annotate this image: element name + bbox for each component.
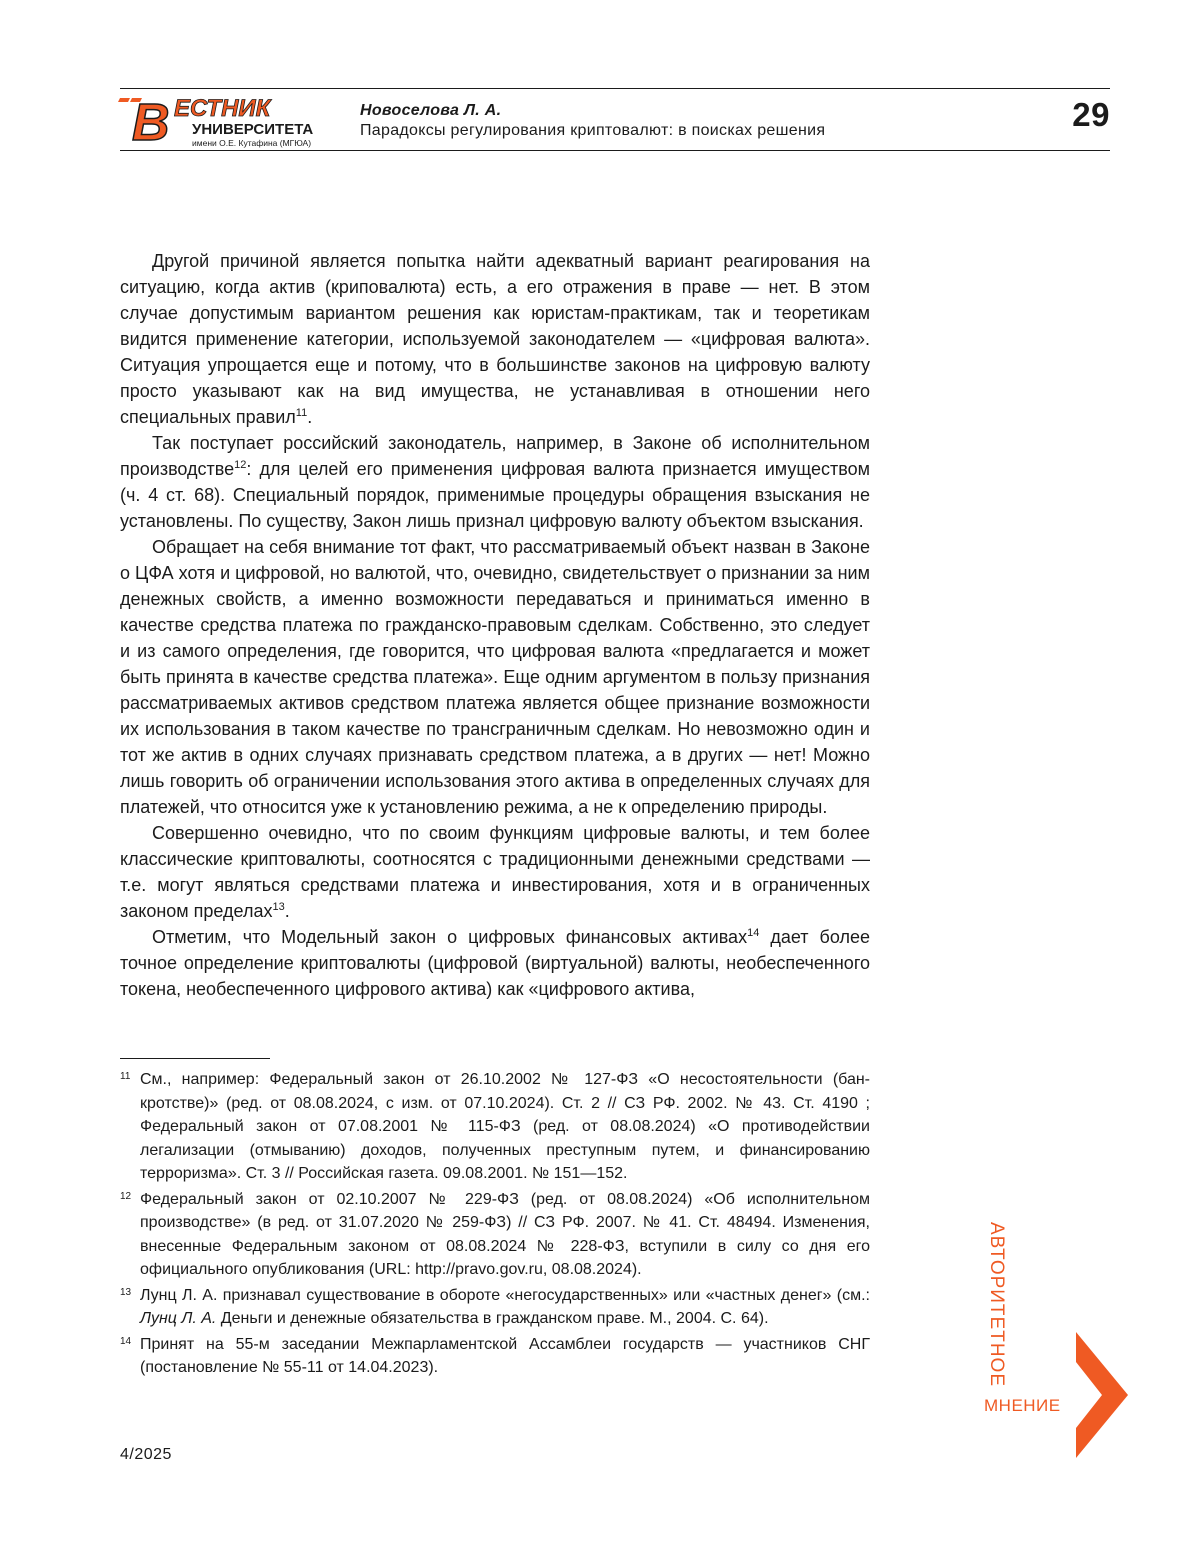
logo-letter: В (132, 94, 170, 150)
footnote-ref: 11 (295, 407, 308, 419)
issue-number: 4/2025 (120, 1446, 172, 1463)
rubric-word-2: МНЕНИЕ (984, 1396, 1061, 1415)
paragraph-text: дает более точное определение криптовалюты (цифровой (виртуальной) валюты, необеспеченного токена, необеспеченного цифрового актива) как «цифрового актива, (120, 927, 870, 999)
journal-logo (118, 92, 323, 150)
header-top-rule (120, 88, 1110, 89)
footnote-13 (120, 1284, 870, 1331)
footnotes (120, 1068, 870, 1382)
page-number: 29 (1072, 96, 1110, 133)
paragraph (120, 248, 870, 430)
footnote-author-italic: Лунц Л. А. (140, 1310, 217, 1327)
footnote-12 (120, 1188, 870, 1282)
logo-line-2: УНИВЕРСИТЕТА (192, 121, 314, 138)
paragraph (120, 430, 870, 534)
footnote-text: Лунц Л. А. признавал существование в обороте «негосударственных» или «частных денег» (см.: (140, 1286, 870, 1304)
footnote-number: 14 (120, 1335, 132, 1347)
footnote-text: Деньги и денежные обязательства в гражданском праве. М., 2004. С. 64). (216, 1310, 769, 1327)
footnote-text: Федеральный закон от 02.10.2007 № 229-ФЗ (ред. от 08.08.2024) «Об исполнительном производстве» (в ред. от 31.07.2020 № 259-ФЗ) // СЗ РФ. 2007. № 41. Ст. 48494. Изменения, внесенные Федеральным законом от 08.08.2024 № 228-ФЗ, вступили в силу со дня его официального опубликования (URL: http://pravo.gov.ru, 08.08.2024). (140, 1190, 870, 1278)
paragraph (120, 534, 870, 820)
paragraph-text: Другой причиной является попытка найти адекватный вариант реагирования на ситуацию, когда актив (криповалюта) есть, а его отражения в праве — нет. В этом случае допустимым вариантом решения как юристам-практикам, так и теоретикам видится применение категории, используемой законодателем — «цифровая валюта». Ситуация упрощается еще и потому, что в большинстве законов на цифровую валюту просто указывают как на вид имущества, не устанавливая в отношении него специальных правил (120, 251, 870, 427)
footnote-ref: 13 (272, 901, 285, 913)
article-title: Парадоксы регулирования криптовалют: в поисках решения (360, 122, 826, 139)
rubric-word-1: АВТОРИТЕТНОЕ (986, 1222, 1007, 1387)
paragraph-text: Отметим, что Модельный закон о цифровых финансовых активах (152, 927, 748, 947)
paragraph (120, 924, 870, 1002)
paragraph-text: Обращает на себя внимание тот факт, что рассматриваемый объект назван в Законе о ЦФА хотя и цифровой, но валютой, что, очевидно, свидетельствует о признании за ним денежных свойств, а именно возможности передаваться и приниматься именно в качестве средства платежа по гражданско-правовым сделкам. Собственно, это следует и из самого определения, где говорится, что цифровая валюта «предлагается и может быть принята в качестве средства платежа». Еще одним аргументом в пользу признания рассматриваемых активов средством платежа является общее признание возможности их использования в таком качестве по трансграничным сделкам. Но невозможно один и тот же актив в одних случаях признавать средством платежа, а в других — нет! Можно лишь говорить об ограничении использования этого актива в определенных случаях для платежей, что относится уже к установлению режима, а не к определению природы. (120, 537, 870, 817)
paragraph-text: : для целей его применения цифровая валюта признается имуществом (ч. 4 ст. 68). Специальный порядок, применимые процедуры обращения взыскания не установлены. По существу, Закон лишь признал цифровую валюту объектом взыскания. (120, 459, 870, 531)
rubric-arrow-icon (1076, 1332, 1128, 1463)
paragraph-text: Совершенно очевидно, что по своим функциям цифровые валюты, и тем более классические криптовалюты, соотносятся с традиционными денежными средствами — т.е. могут являться средствами платежа и инвестирования, хотя и в ограниченных законом пределах (120, 823, 870, 921)
logo-line-1: ЕСТНИК (174, 95, 271, 122)
footnote-number: 12 (120, 1190, 132, 1202)
footnote-11 (120, 1068, 870, 1186)
paragraph-text: . (284, 901, 290, 921)
footnote-14 (120, 1333, 870, 1380)
footnote-text: См., например: Федеральный закон от 26.10.2002 № 127-ФЗ «О несостоятельности (банкротстве)» (ред. от 08.08.2024, с изм. от 07.10.2024). Ст. 2 // СЗ РФ. 2002. № 43. Ст. 4190 ; Федеральный закон от 07.08.2001 № 115-ФЗ (ред. от 08.08.2024) «О противодействии легализации (отмыванию) доходов, полученных преступным путем, и финансированию терроризма». Ст. 3 // Российская газета. 09.08.2001. № 151—152. (140, 1071, 870, 1182)
paragraph-text: . (307, 407, 313, 427)
paragraph (120, 820, 870, 924)
article-body (120, 248, 870, 1002)
footnote-text: Принят на 55-м заседании Межпарламентской Ассамблеи государств — участников СНГ (постановление № 55-11 от 14.04.2023). (140, 1335, 870, 1376)
logo-line-3: имени О.Е. Кутафина (МГЮА) (192, 138, 312, 148)
footnote-ref: 14 (747, 927, 760, 939)
footnote-number: 13 (120, 1286, 132, 1298)
footnote-ref: 12 (234, 459, 247, 471)
footnote-separator (120, 1058, 270, 1059)
paragraph-text: Так поступает российский законодатель, например, в Законе об исполнительном производстве (120, 433, 870, 479)
footnote-number: 11 (120, 1071, 131, 1082)
article-author: Новоселова Л. А. (360, 102, 502, 119)
header-bottom-rule (120, 150, 1110, 151)
